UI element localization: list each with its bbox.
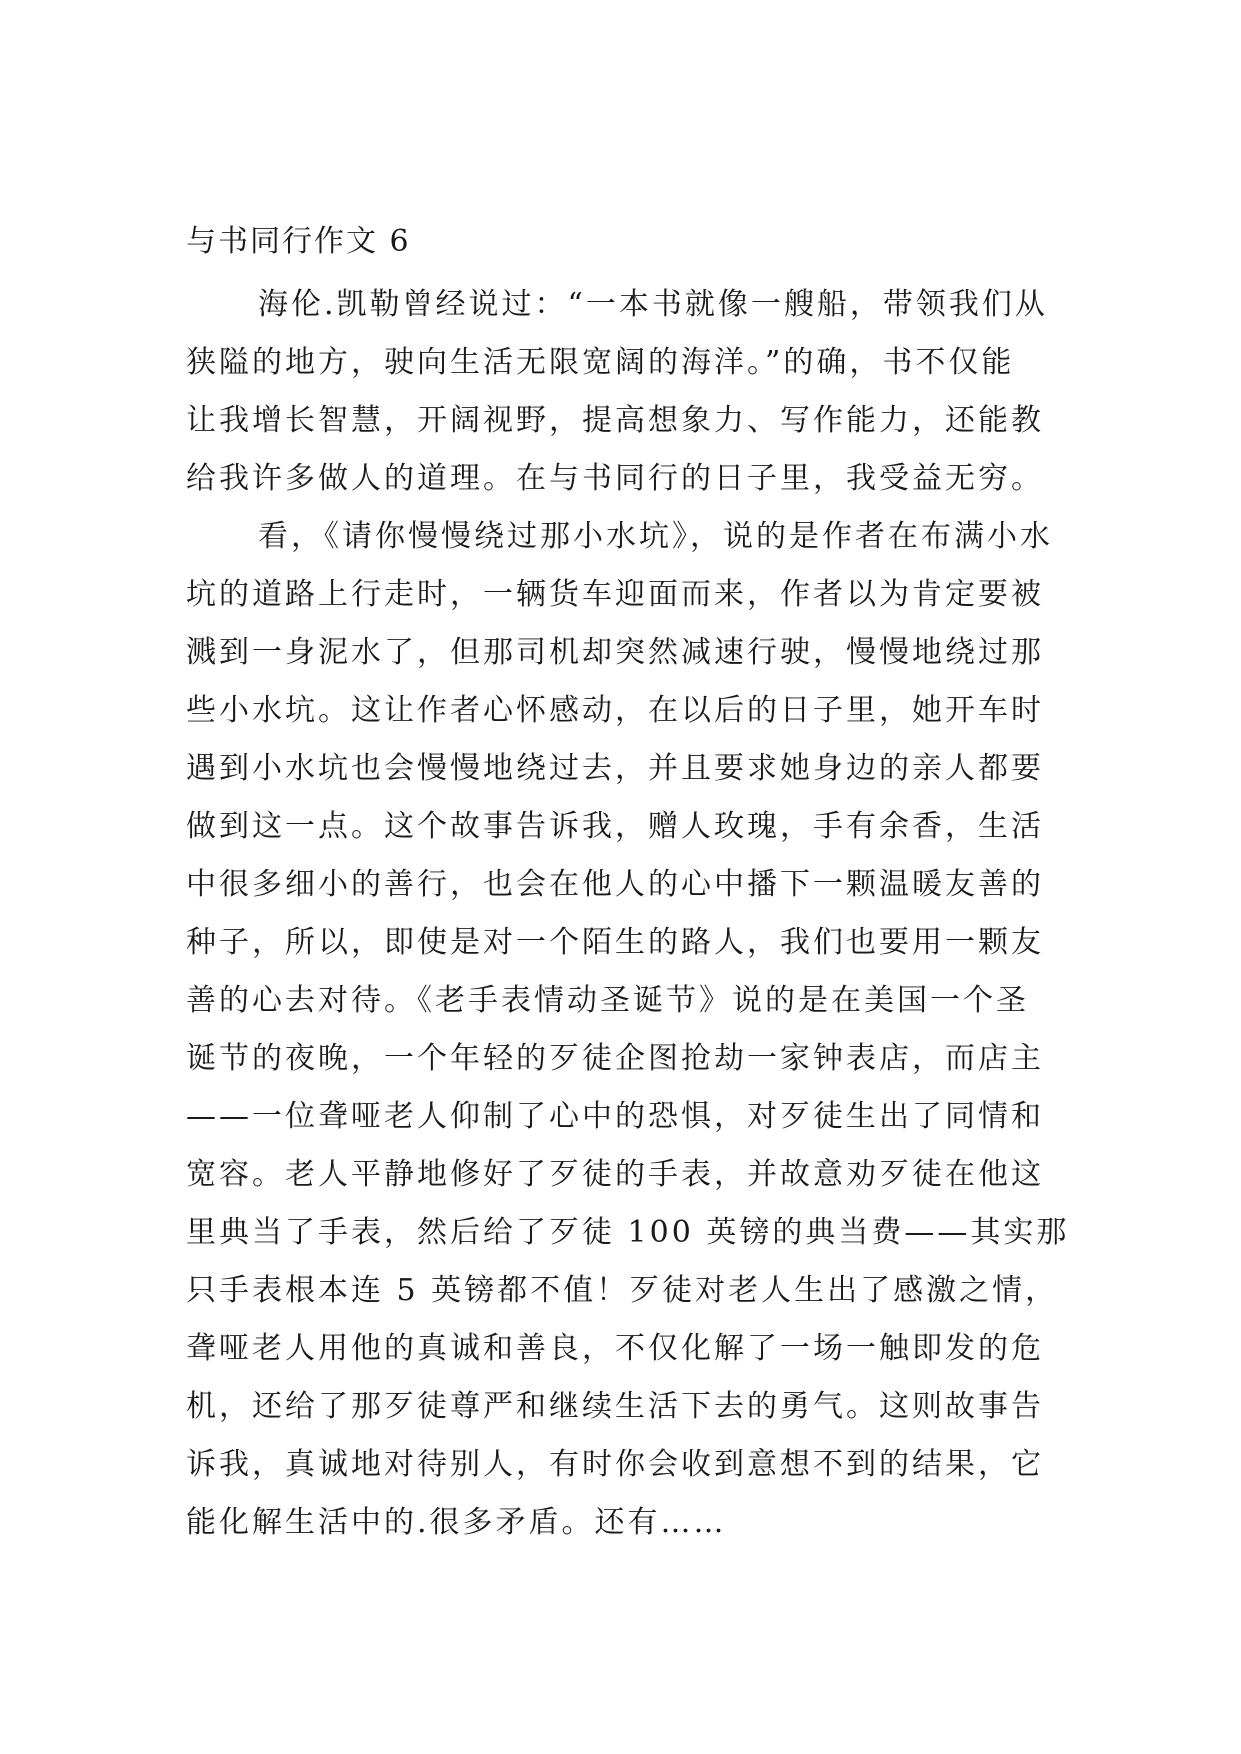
paragraph-2-line-14: 只手表根本连 5 英镑都不值！歹徒对老人生出了感激之情， bbox=[186, 1273, 1059, 1308]
paragraph-2-line-11: ——一位聋哑老人仰制了心中的恐惧，对歹徒生出了同情和 bbox=[186, 1099, 1044, 1134]
paragraph-1-line-1: 海伦.凯勒曾经说过：“一本书就像一艘船，带领我们从 bbox=[258, 287, 1048, 322]
paragraph-1-line-3: 让我增长智慧，开阔视野，提高想象力、写作能力，还能教 bbox=[186, 403, 1044, 438]
document-body bbox=[186, 276, 1070, 1552]
paragraph-2-line-7: 中很多细小的善行，也会在他人的心中播下一颗温暖友善的 bbox=[186, 867, 1044, 902]
paragraph-2-line-5: 遇到小水坑也会慢慢地绕过去，并且要求她身边的亲人都要 bbox=[186, 751, 1044, 786]
paragraph-2-line-13: 里典当了手表，然后给了歹徒 100 英镑的典当费——其实那 bbox=[186, 1215, 1070, 1250]
paragraph-2-line-1: 看，《请你慢慢绕过那小水坑》，说的是作者在布满小水 bbox=[258, 519, 1053, 554]
paragraph-2-line-4: 些小水坑。这让作者心怀感动，在以后的日子里，她开车时 bbox=[186, 693, 1044, 728]
paragraph-2-line-16: 机，还给了那歹徒尊严和继续生活下去的勇气。这则故事告 bbox=[186, 1389, 1044, 1424]
paragraph-2-line-8: 种子，所以，即使是对一个陌生的路人，我们也要用一颗友 bbox=[186, 925, 1044, 960]
paragraph-2-line-9: 善的心去对待。《老手表情动圣诞节》说的是在美国一个圣 bbox=[186, 983, 1029, 1018]
paragraph-2-line-17: 诉我，真诚地对待别人，有时你会收到意想不到的结果，它 bbox=[186, 1447, 1044, 1482]
paragraph-1-line-4: 给我许多做人的道理。在与书同行的日子里，我受益无穷。 bbox=[186, 461, 1044, 496]
paragraph-2-line-15: 聋哑老人用他的真诚和善良，不仅化解了一场一触即发的危 bbox=[186, 1331, 1044, 1366]
document-title: 与书同行作文 6 bbox=[186, 224, 411, 259]
paragraph-1-line-2: 狭隘的地方，驶向生活无限宽阔的海洋。”的确，书不仅能 bbox=[186, 345, 1015, 380]
paragraph-2-line-2: 坑的道路上行走时，一辆货车迎面而来，作者以为肯定要被 bbox=[186, 577, 1044, 612]
paragraph-2-line-6: 做到这一点。这个故事告诉我，赠人玫瑰，手有余香，生活 bbox=[186, 809, 1044, 844]
paragraph-2-line-18: 能化解生活中的.很多矛盾。还有…… bbox=[186, 1505, 727, 1540]
paragraph-2-line-10: 诞节的夜晚，一个年轻的歹徒企图抢劫一家钟表店，而店主 bbox=[186, 1041, 1044, 1076]
paragraph-2-line-12: 宽容。老人平静地修好了歹徒的手表，并故意劝歹徒在他这 bbox=[186, 1157, 1044, 1192]
paragraph-2-line-3: 溅到一身泥水了，但那司机却突然减速行驶，慢慢地绕过那 bbox=[186, 635, 1044, 670]
